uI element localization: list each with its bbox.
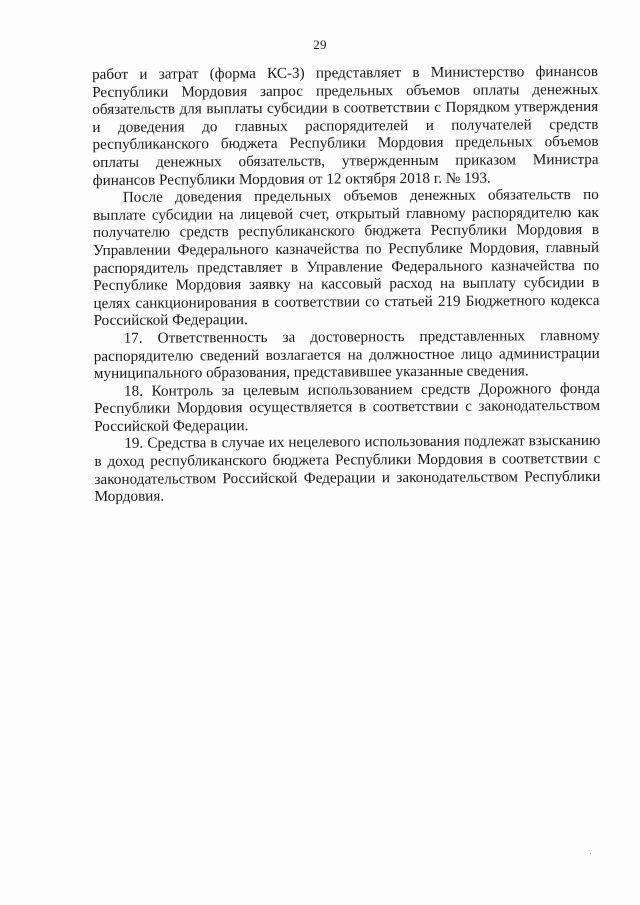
paragraph-item-18: 18. Контроль за целевым использованием средств Дорожного фонда Республики Мордовия осуществляется в соответствии с законодательством Российской Федерации. bbox=[94, 379, 601, 435]
paragraph-limits: После доведения предельных объемов денежных обязательств по выплате субсидии на лицевой счет, открытый главному распорядителю как получателю средств республиканского бюджета Республики Мордовия в Управлении Федерального казначейства по Республике Мордовия, главный распорядитель представляет в Управление Федерального казначейства по Республике Мордовия заявку на кассовый расход на выплату субсидии в целях санкционирования в соответствии со статьей 219 Бюджетного кодекса Российской Федерации. bbox=[92, 186, 600, 330]
paragraph-item-19: 19. Средства в случае их нецелевого использования подлежат взысканию в доход республиканского бюджета Республики Мордовия в соответствии с законодательством Российской Федерации и законодательством Республики Мордовия. bbox=[94, 432, 601, 506]
scan-speck bbox=[590, 853, 591, 854]
body-text bbox=[92, 63, 601, 506]
paragraph-item-17: 17. Ответственность за достоверность представленных главному распорядителю сведений возлагается на должностное лицо администрации муниципального образования, представившее указанные сведения. bbox=[93, 326, 600, 383]
page-number: 29 bbox=[313, 37, 327, 52]
paragraph-continuation: работ и затрат (форма КС-3) представляет в Министерство финансов Республики Мордовия запрос предельных объемов оплаты денежных обязательств для выплаты субсидии в соответствии с Порядком утверждения и доведения до главных распорядителей и получателей средств республиканского бюджета Республики Мордовия предельных объемов оплаты денежных обязательств, утвержденным приказом Министра финансов Республики Мордовия от 12 октября 2018 г. № 193. bbox=[92, 62, 599, 189]
